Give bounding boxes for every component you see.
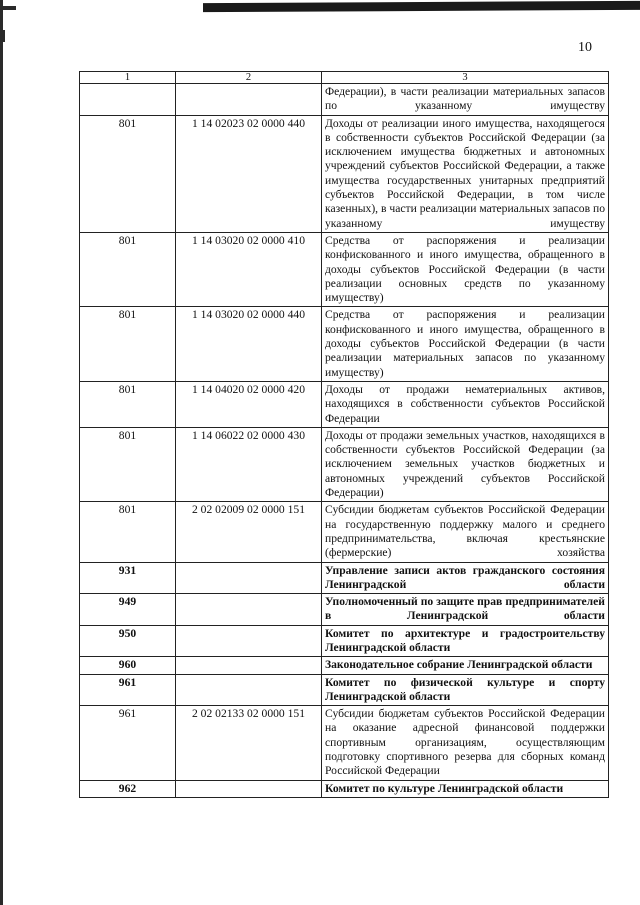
- revenue-code-cell: [176, 594, 322, 626]
- admin-code-cell: 801: [80, 115, 176, 232]
- header-col-2: 2: [176, 72, 322, 84]
- table-row: [80, 674, 609, 706]
- description-cell: Комитет по архитектуре и градостроительству Ленинградской области: [322, 625, 609, 657]
- table-row: [80, 780, 609, 797]
- admin-code-cell: 801: [80, 381, 176, 427]
- header-col-1: 1: [80, 72, 176, 84]
- revenue-code-cell: 1 14 03020 02 0000 440: [176, 307, 322, 381]
- scan-edge-left: [0, 0, 3, 905]
- table-row: [80, 427, 609, 501]
- description-cell: Управление записи актов гражданского состояния Ленинградской области: [322, 562, 609, 594]
- admin-code-cell: 931: [80, 562, 176, 594]
- description-cell: Доходы от продажи нематериальных активов, находящихся в собственности субъектов Российской Федерации: [322, 381, 609, 427]
- revenue-code-cell: 2 02 02133 02 0000 151: [176, 706, 322, 780]
- revenue-code-cell: 1 14 04020 02 0000 420: [176, 381, 322, 427]
- description-cell: Комитет по культуре Ленинградской области: [322, 780, 609, 797]
- page-number: 10: [578, 40, 592, 55]
- table-row: [80, 307, 609, 381]
- scan-edge-top: [203, 1, 640, 12]
- scan-edge-tick: [0, 30, 5, 42]
- revenue-code-cell: 1 14 03020 02 0000 410: [176, 232, 322, 306]
- table-row: [80, 594, 609, 626]
- table-row: [80, 706, 609, 780]
- description-cell: Доходы от реализации иного имущества, находящегося в собственности субъектов Российской Федерации (за исключением имущества бюджетных и автономных учреждений субъектов Российской Федерации, а также имущества государственных унитарных предприятий субъектов Российской Федерации, в том числе казенных), в части реализации материальных запасов по указанному имуществу: [322, 115, 609, 232]
- revenue-code-cell: [176, 625, 322, 657]
- admin-code-cell: 950: [80, 625, 176, 657]
- admin-code-cell: 801: [80, 502, 176, 562]
- table-row: [80, 657, 609, 674]
- description-cell: Средства от распоряжения и реализации конфискованного и иного имущества, обращенного в доходы субъектов Российской Федерации (в части реализации материальных запасов по указанному имуществу): [322, 307, 609, 381]
- admin-code-cell: [80, 84, 176, 116]
- header-col-3: 3: [322, 72, 609, 84]
- table-row: [80, 232, 609, 306]
- revenue-code-cell: [176, 674, 322, 706]
- revenue-code-cell: 1 14 06022 02 0000 430: [176, 427, 322, 501]
- description-cell: Доходы от продажи земельных участков, находящихся в собственности субъектов Российской Федерации (за исключением земельных участков бюджетных и автономных учреждений субъектов Российской Федерации): [322, 427, 609, 501]
- table-header-row: [80, 72, 609, 84]
- admin-code-cell: 961: [80, 706, 176, 780]
- admin-code-cell: 960: [80, 657, 176, 674]
- admin-code-cell: 949: [80, 594, 176, 626]
- revenue-code-cell: 1 14 02023 02 0000 440: [176, 115, 322, 232]
- table-row: [80, 381, 609, 427]
- table-row: [80, 625, 609, 657]
- table-row: [80, 84, 609, 116]
- table-row: [80, 502, 609, 562]
- revenue-code-cell: [176, 657, 322, 674]
- revenue-code-cell: [176, 562, 322, 594]
- admin-code-cell: 801: [80, 427, 176, 501]
- description-cell: Субсидии бюджетам субъектов Российской Федерации на оказание адресной финансовой поддержки спортивным организациям, осуществляющим подготовку спортивного резерва для сборных команд Российской Федерации: [322, 706, 609, 780]
- table-row: [80, 562, 609, 594]
- description-cell: Комитет по физической культуре и спорту Ленинградской области: [322, 674, 609, 706]
- description-cell: Законодательное собрание Ленинградской области: [322, 657, 609, 674]
- admin-code-cell: 961: [80, 674, 176, 706]
- scan-edge-corner: [0, 6, 16, 10]
- description-cell: Субсидии бюджетам субъектов Российской Федерации на государственную поддержку малого и среднего предпринимательства, включая крестьянские (фермерские) хозяйства: [322, 502, 609, 562]
- revenue-code-cell: [176, 780, 322, 797]
- revenue-code-cell: [176, 84, 322, 116]
- description-cell: Уполномоченный по защите прав предпринимателей в Ленинградской области: [322, 594, 609, 626]
- revenue-code-cell: 2 02 02009 02 0000 151: [176, 502, 322, 562]
- table-row: [80, 115, 609, 232]
- budget-classification-table: [79, 71, 609, 798]
- description-cell: Средства от распоряжения и реализации конфискованного и иного имущества, обращенного в доходы субъектов Российской Федерации (в части реализации основных средств по указанному имуществу): [322, 232, 609, 306]
- admin-code-cell: 801: [80, 307, 176, 381]
- description-cell: Федерации), в части реализации материальных запасов по указанному имуществу: [322, 84, 609, 116]
- admin-code-cell: 962: [80, 780, 176, 797]
- admin-code-cell: 801: [80, 232, 176, 306]
